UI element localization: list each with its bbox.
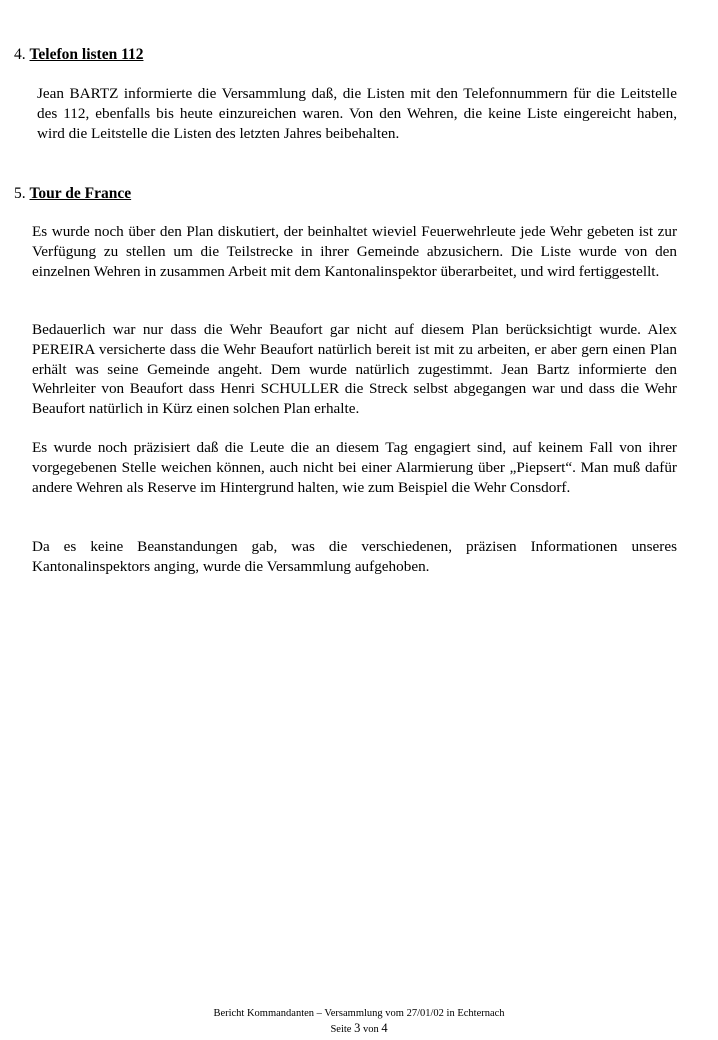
footer-page-number [0,1021,718,1037]
footer-page-prefix: Seite [330,1024,355,1035]
section-4-number: 4. [14,46,26,63]
section-4-paragraph-1: Jean BARTZ informierte die Versammlung daß, die Listen mit den Telefonnummern für die Leitstelle des 112, ebenfalls bis heute einzureichen waren. Von den Wehren, die keine Liste eingereicht haben, wird die Leitstelle die Listen des letzten Jahres beibehalten. [37,85,677,142]
footer-report-title: Bericht Kommandanten – Versammlung vom 27/01/02 in Echternach [213,1008,505,1019]
section-5-paragraph-4: Da es keine Beanstandungen gab, was die verschiedenen, präzisen Informationen unseres Kantonalinspektors anging, wurde die Versammlung aufgehoben. [32,538,677,575]
section-5-number: 5. [14,185,26,202]
section-5-paragraph-2: Bedauerlich war nur dass die Wehr Beaufort gar nicht auf diesem Plan berücksichtigt wurde. Alex PEREIRA versicherte dass die Wehr Beaufort natürlich bereit ist mit zu arbeiten, er aber gern einen Plan erhält was seine Gemeinde angeht. Dem wurde natürlich zugestimmt. Jean Bartz informierte den Wehrleiter von Beaufort dass Henri SCHULLER die Streck selbst abgegangen war und dass die Wehr Beaufort natürlich in Kürz einen solchen Plan erhalte. [32,321,677,418]
footer-page-current: 3 [354,1021,361,1035]
section-5-heading [14,184,131,203]
section-5-paragraph-3: Es wurde noch präzisiert daß die Leute die an diesem Tag engagiert sind, auf keinem Fall von ihrer vorgegebenen Stelle weichen können, auch nicht bei einer Alarmierung über „Piepsert“. Man muß dafür andere Wehren als Reserve im Hintergrund halten, wie zum Beispiel die Wehr Consdorf. [32,439,677,496]
footer-page-total: 4 [381,1021,388,1035]
section-4-heading [14,45,143,64]
section-5-title: Tour de France [29,185,132,202]
section-5-paragraph-1: Es wurde noch über den Plan diskutiert, der beinhaltet wieviel Feuerwehrleute jede Wehr gebeten ist zur Verfügung zu stellen um die Teilstrecke in ihrer Gemeinde abzusichern. Die Liste wurde von den einzelnen Wehren in zusammen Arbeit mit dem Kantonalinspektor überarbeitet, und wird fertiggestellt. [32,223,677,280]
footer-page-sep: von [360,1024,382,1035]
section-4-title: Telefon listen 112 [29,46,144,63]
